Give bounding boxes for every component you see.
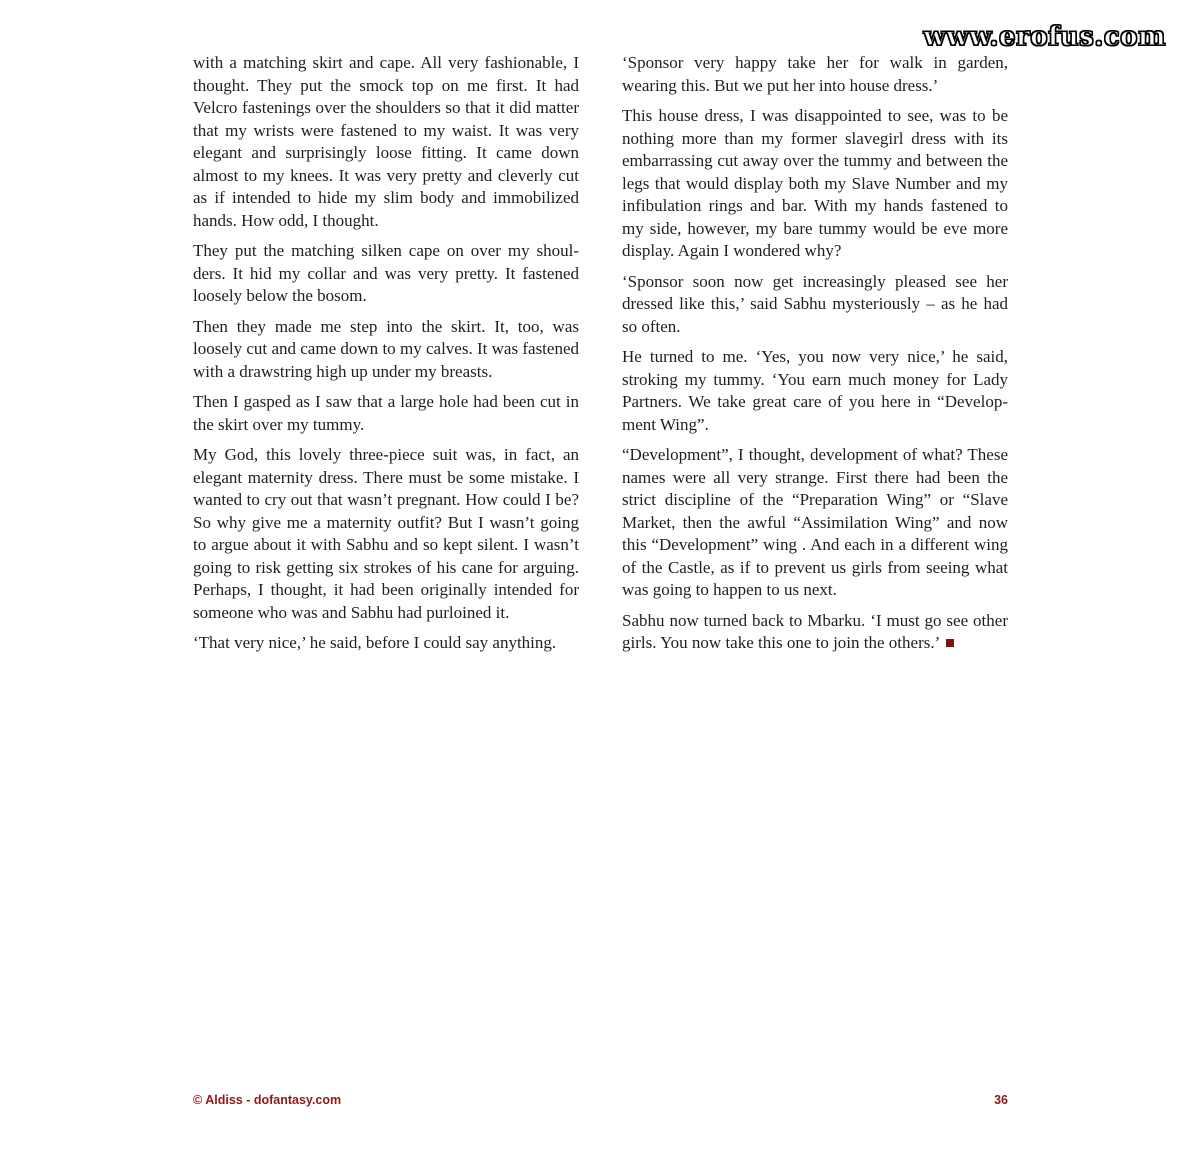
paragraph: “Development”, I thought, development of what? These names were all very strange. First there had been the strict discipline of the “Preparation Wing” or “Slave Market, then the awful “Assimilation Wing” and now this “Development” wing . And each in a different wing of the Castle, as if to prevent us girls from seeing what was going to happen to us next. (622, 445, 1008, 599)
paragraph: ‘Sponsor soon now get increasingly pleased see her dressed like this,’ said Sabhu mysteriously – as he had so often. (622, 271, 1008, 336)
paragraph: He turned to me. ‘Yes, you now very nice,’ he said, stroking my tummy. ‘You earn much money for Lady Partners. We take great care of you here in “Development Wing”. (622, 347, 1008, 434)
paragraph: This house dress, I was disappointed to see, was to be nothing more than my former slavegirl dress with its embarrassing cut away over the tummy and between the legs that would display both my Slave Number and my infibulation rings and bar. With my hands fastened to my side, however, my bare tummy would be eve more display. Again I wondered why? (622, 106, 1008, 260)
paragraph: with a matching skirt and cape. All very fashionable, I thought. They put the smock top on me first. It had Velcro fastenings over the shoulders so that it did matter that my wrists were fastened to my waist. It was very elegant and surprisingly loose fitting. It came down almost to my knees. It was very pretty and cleverly cut as if intended to hide my slim body and immobilized hands. How odd, I thought. (193, 53, 579, 230)
footer-copyright: © Aldiss - dofantasy.com (193, 1093, 342, 1107)
left-column (193, 52, 579, 663)
watermark: www.erofus.com (923, 22, 1166, 52)
paragraph: They put the matching silken cape on over my shoulders. It hid my collar and was very pretty. It fastened loosely below the bosom. (193, 241, 579, 305)
paragraph: My God, this lovely three-piece suit was, in fact, an elegant maternity dress. There must be some mistake. I wanted to cry out that wasn’t pregnant. How could I be? So why give me a maternity outfit? But I wasn’t going to argue about it with Sabhu and so kept silent. I wasn’t going to risk getting six strokes of his cane for arguing. Perhaps, I thought, it had been originally intended for someone who was and Sabhu had purloined it. (193, 445, 579, 622)
paragraph: Then they made me step into the skirt. It, too, was loosely cut and came down to my calves. It was fastened with a drawstring high up under my breasts. (193, 316, 579, 381)
paragraph: ‘Sponsor very happy take her for walk in garden, wearing this. But we put her into house dress.’ (622, 53, 1008, 95)
page-number: 36 (994, 1093, 1008, 1107)
final-paragraph (622, 610, 1008, 655)
right-column (622, 52, 1008, 663)
end-of-story-icon (946, 639, 954, 647)
paragraph: ‘That very nice,’ he said, before I could say anything. (193, 633, 557, 652)
paragraph-text: Sabhu now turned back to Mbarku. ‘I must go see other girls. You now take this one to join the others.’ (622, 610, 1008, 652)
paragraph: Then I gasped as I saw that a large hole had been cut in the skirt over my tummy. (193, 392, 579, 434)
